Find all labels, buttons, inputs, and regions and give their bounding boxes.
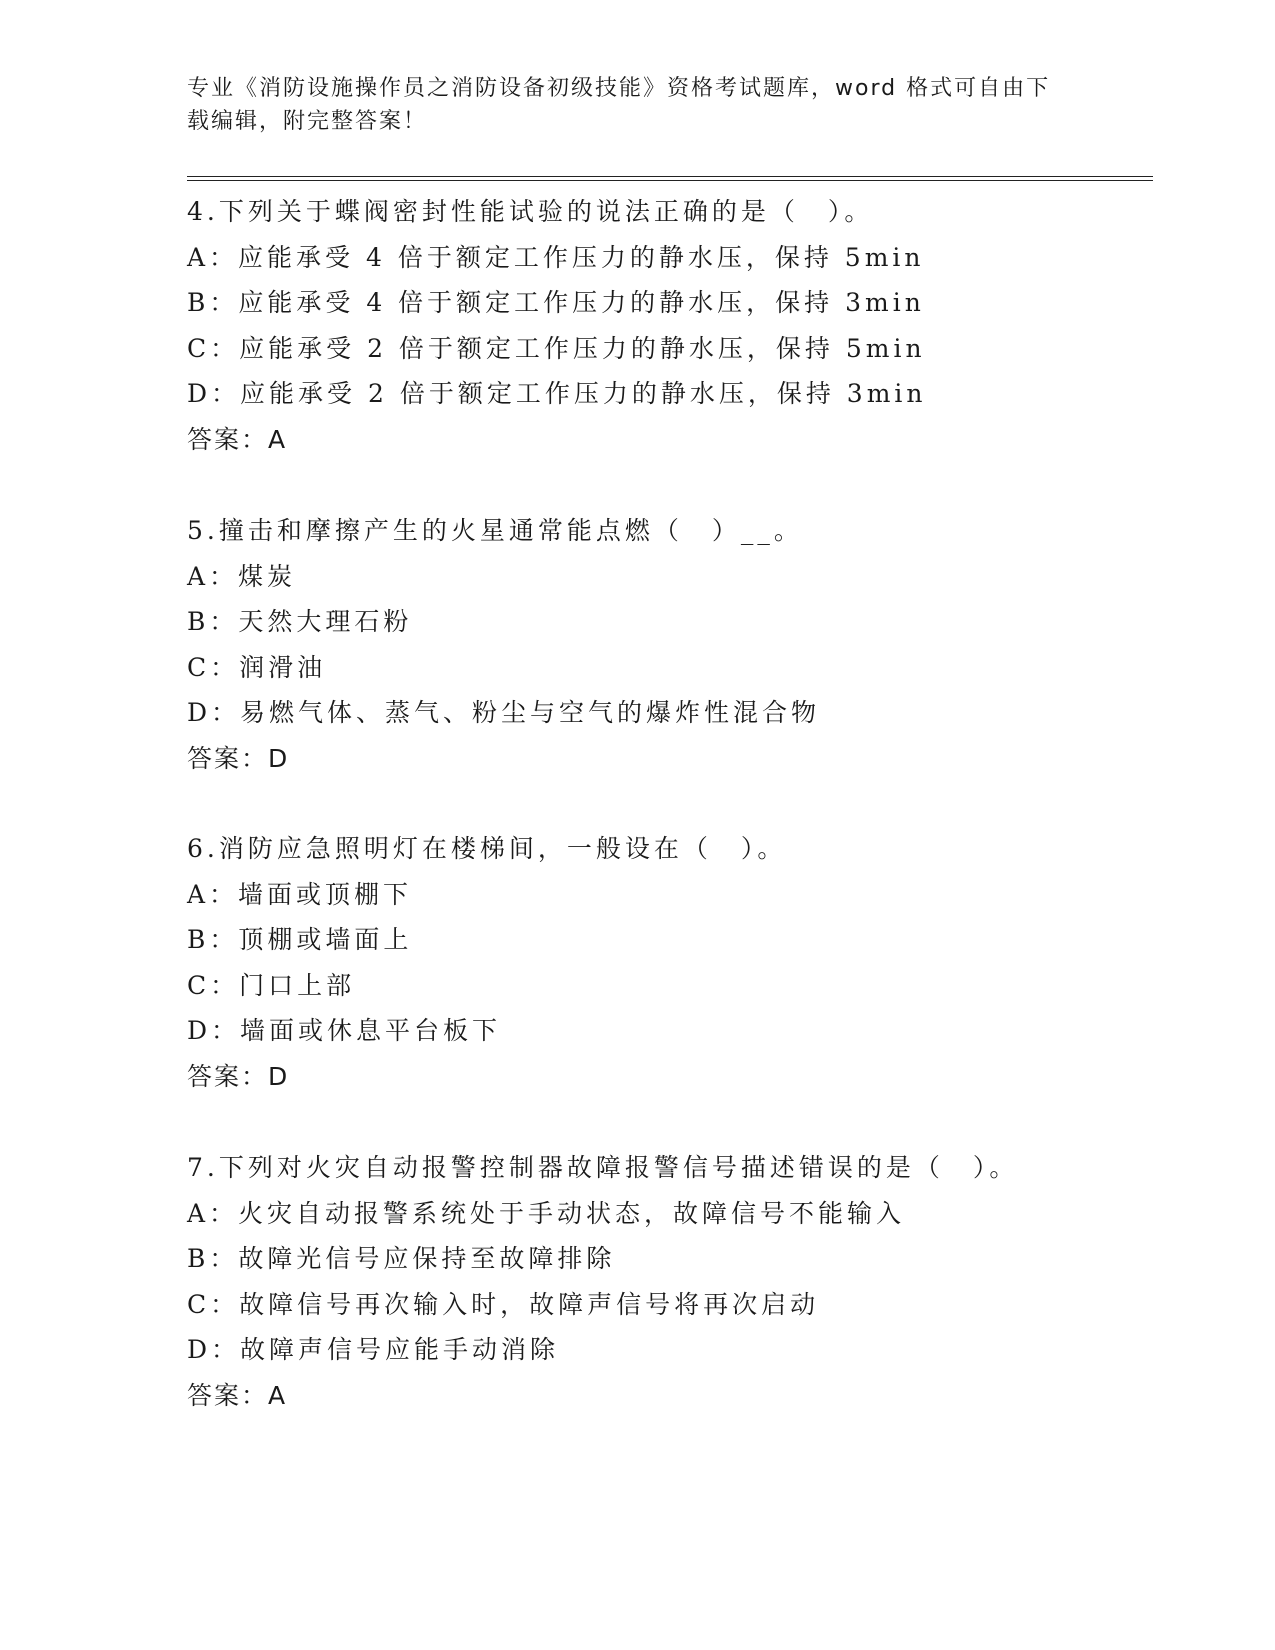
document-header <box>187 72 1087 138</box>
option-d: D：墙面或休息平台板下 <box>187 1016 502 1046</box>
question-5 <box>187 508 1187 782</box>
question-6 <box>187 826 1187 1100</box>
question-stem: 7.下列对火灾自动报警控制器故障报警信号描述错误的是（ ）。 <box>187 1153 1019 1182</box>
option-a: A：应能承受 4 倍于额定工作压力的静水压，保持 5min <box>187 242 925 272</box>
question-4 <box>187 189 1187 463</box>
option-d: D：应能承受 2 倍于额定工作压力的静水压，保持 3min <box>187 379 927 409</box>
option-b: B：故障光信号应保持至故障排除 <box>187 1244 616 1274</box>
option-c: C：应能承受 2 倍于额定工作压力的静水压，保持 5min <box>187 333 926 363</box>
answer: 答案：D <box>187 1061 290 1091</box>
answer: 答案：A <box>187 424 288 454</box>
option-a: A：煤炭 <box>187 561 297 591</box>
question-stem: 5.撞击和摩擦产生的火星通常能点燃（ ）__。 <box>187 516 803 545</box>
question-stem: 6.消防应急照明灯在楼梯间，一般设在（ ）。 <box>187 834 787 863</box>
option-a: A：火灾自动报警系统处于手动状态，故障信号不能输入 <box>187 1198 906 1228</box>
option-b: B：天然大理石粉 <box>187 607 413 637</box>
option-d: D：故障声信号应能手动消除 <box>187 1335 560 1365</box>
answer: 答案：A <box>187 1380 288 1410</box>
option-c: C：润滑油 <box>187 652 327 682</box>
header-divider <box>187 176 1153 181</box>
header-line-1: 专业《消防设施操作员之消防设备初级技能》资格考试题库，word 格式可自由下 <box>187 76 1051 101</box>
option-b: B：顶棚或墙面上 <box>187 925 413 955</box>
option-a: A：墙面或顶棚下 <box>187 879 413 909</box>
header-line-2: 载编辑，附完整答案！ <box>187 109 428 134</box>
option-d: D：易燃气体、蒸气、粉尘与空气的爆炸性混合物 <box>187 698 821 728</box>
question-stem: 4.下列关于蝶阀密封性能试验的说法正确的是（ ）。 <box>187 197 874 226</box>
option-c: C：故障信号再次输入时，故障声信号将再次启动 <box>187 1289 820 1319</box>
question-7 <box>187 1145 1187 1419</box>
answer: 答案：D <box>187 743 290 773</box>
option-c: C：门口上部 <box>187 970 356 1000</box>
option-b: B：应能承受 4 倍于额定工作压力的静水压，保持 3min <box>187 288 925 318</box>
